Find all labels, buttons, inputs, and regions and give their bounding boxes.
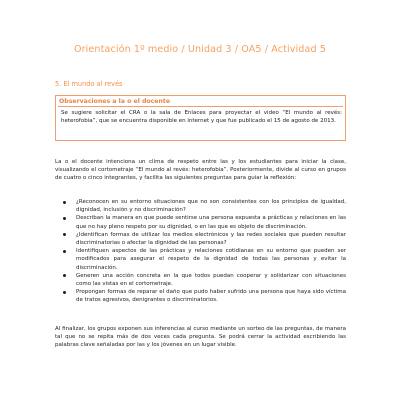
- question-text: Generen una acción concreta en la que todos puedan cooperar y solidarizar con situaciones como las vistas en el cortometraje.: [76, 272, 346, 288]
- questions-list: [55, 198, 346, 305]
- question-text: Identifiquen aspectos de las prácticas y relaciones cotidianas en su entorno que pueden ser modificados para asegurar el respeto de la dignidad de todas las personas y evitar la discriminación.: [76, 248, 346, 271]
- observations-box: [55, 95, 346, 141]
- bullet-icon: [63, 233, 66, 236]
- question-text: Describan la manera en que puede sentirse una persona expuesta a prácticas y relaciones en las que no hay pleno respeto por su dignidad, o en las que es objeto de discriminación.: [76, 215, 346, 230]
- document-header: Orientación 1º medio / Unidad 3 / OA5 / Actividad 5: [73, 44, 327, 55]
- list-item: [55, 247, 346, 272]
- bullet-icon: [63, 274, 66, 277]
- bullet-icon: [63, 250, 66, 253]
- observations-title: Observaciones a la o el docente: [59, 98, 171, 105]
- observations-divider: [58, 106, 343, 107]
- intro-paragraph: La o el docente intenciona un clima de respeto entre las y los estudiantes para iniciar la clase, visualizando el cortometraje “El mundo al revés: heterofobia”. Posteriormente, divide al curso en grupos de cuatro o cinco integrantes, y facilita las siguientes preguntas para guiar la reflexión:: [55, 159, 346, 182]
- list-item: [55, 288, 346, 304]
- list-item: [55, 214, 346, 230]
- question-text: ¿Identifican formas de utilizar los medios electrónicos y las redes sociales que pueden resultar discriminatorias o afectar la dignidad de las personas?: [76, 231, 346, 247]
- list-item: [55, 231, 346, 247]
- question-text: ¿Reconocen en su entorno situaciones que no son consistentes con los principios de igualdad, dignidad, inclusión y no discriminación?: [76, 199, 346, 214]
- bullet-icon: [63, 217, 66, 220]
- list-item: [55, 198, 346, 214]
- bullet-icon: [63, 201, 66, 204]
- observations-text: Se sugiere solicitar el CRA o la sala de Enlaces para proyectar el video “El mundo al revés: heterofobia”, que se encuentra disponible en internet y que fue publicado el 15 de agosto de 2013.: [61, 110, 342, 125]
- section-title: 5. El mundo al revés: [55, 80, 123, 88]
- question-text: Propongan formas de reparar el daño que pudo haber sufrido una persona que haya sido víctima de tratos agresivos, denigrantes o discriminatorios.: [76, 289, 346, 304]
- closing-paragraph: Al finalizar, los grupos exponen sus inferencias al curso mediante un sorteo de las preguntas, de manera tal que no se repita más de dos veces cada pregunta. Se podrá cerrar la actividad escribiendo las palabras clave señaladas por las y los jóvenes en un lugar visible.: [55, 326, 346, 349]
- list-item: [55, 272, 346, 288]
- bullet-icon: [63, 291, 66, 294]
